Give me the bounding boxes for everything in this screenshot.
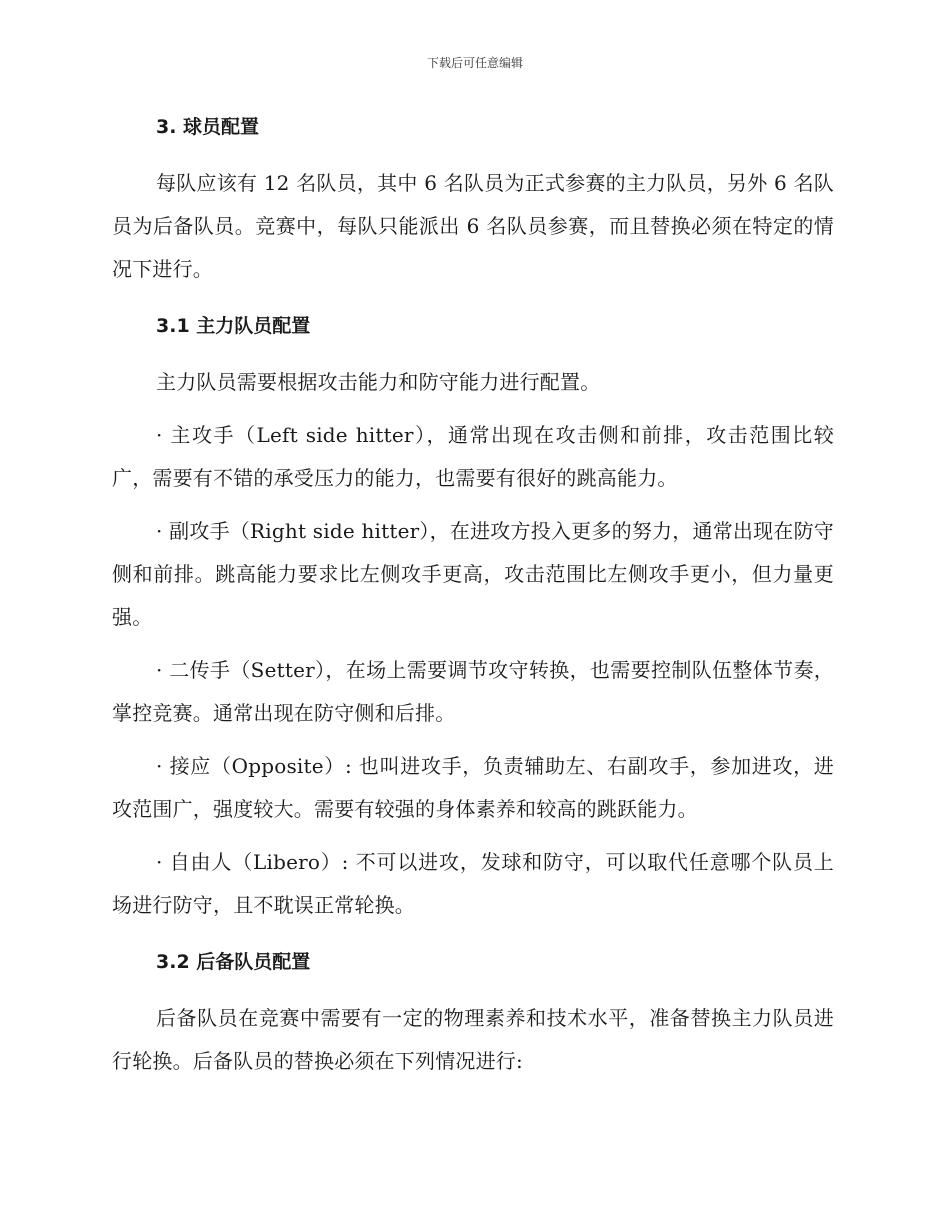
section-heading-3-2: 3.2 后备队员配置 (156, 951, 311, 973)
bullet-opposite: · 接应（Opposite）: 也叫进攻手，负责辅助左、右副攻手，参加进攻，进攻范围广，强度较大。需要有较强的身体素养和较高的跳跃能力。 (112, 754, 834, 821)
section-heading-3-1: 3.1 主力队员配置 (156, 315, 311, 337)
bullet-left-side-hitter: · 主攻手（Left side hitter），通常出现在攻击侧和前排，攻击范围比较广，需要有不错的承受压力的能力，也需要有很好的跳高能力。 (112, 423, 834, 490)
page-header: 下载后可任意编辑 (426, 56, 523, 70)
section-heading-3: 3. 球员配置 (156, 116, 260, 138)
bullet-libero: · 自由人（Libero）: 不可以进攻，发球和防守，可以取代任意哪个队员上场进行防守，且不耽误正常轮换。 (112, 850, 834, 917)
paragraph-starter-config: 主力队员需要根据攻击能力和防守能力进行配置。 (156, 370, 601, 394)
paragraph-team-composition: 每队应该有 12 名队员，其中 6 名队员为正式参赛的主力队员，另外 6 名队员为后备队员。竞赛中，每队只能派出 6 名队员参赛，而且替换必须在特定的情况下进行。 (112, 171, 834, 281)
paragraph-substitute-config: 后备队员在竞赛中需要有一定的物理素养和技术水平，准备替换主力队员进行轮换。后备队员的替换必须在下列情况进行: (112, 1006, 834, 1073)
bullet-setter: · 二传手（Setter），在场上需要调节攻守转换，也需要控制队伍整体节奏，掌控竞赛。通常出现在防守侧和后排。 (112, 658, 834, 725)
bullet-right-side-hitter: · 副攻手（Right side hitter），在进攻方投入更多的努力，通常出现在防守侧和前排。跳高能力要求比左侧攻手更高，攻击范围比左侧攻手更小，但力量更强。 (112, 519, 834, 629)
document-body (112, 110, 834, 1083)
